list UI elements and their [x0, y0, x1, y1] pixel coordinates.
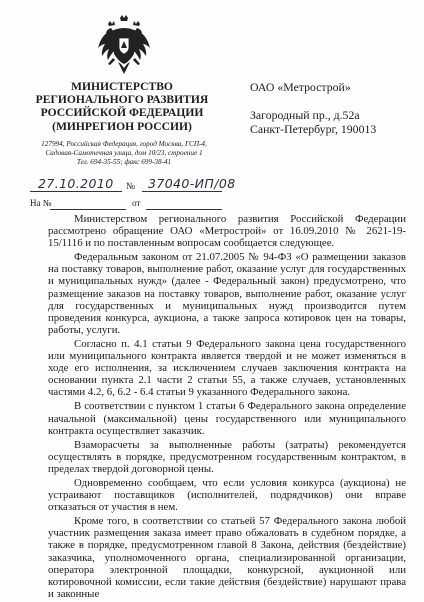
reference-label: На № — [30, 198, 52, 208]
ministry-line: МИНИСТЕРСТВО — [71, 80, 173, 93]
contact-line: 127994, Российская Федерация, город Москва, ГСП-4, — [41, 140, 207, 148]
date-underline — [30, 191, 122, 192]
coat-of-arms-emblem — [96, 14, 152, 76]
addressee-org: ОАО «Метрострой» — [250, 80, 351, 94]
body-paragraph: Федеральным законом от 21.07.2005 № 94-ФЗ «О размещении заказов на поставку товаров, выполнение работ, оказание услуг для государственных и муниципальных нужд» (далее - Федеральный закон) предусмотрено, что размещение заказов на поставку товаров, выполнение работ, оказание услуг для государственных и муниципальных нужд производится путем проведения конкурса, аукциона, а также запроса котировок цен на товары, работы, услуги. — [48, 251, 406, 336]
ministry-line: РОССИЙСКОЙ ФЕДЕРАЦИИ — [40, 106, 204, 120]
reference-from-label: от — [132, 198, 141, 208]
body-paragraph: В соответствии с пунктом 1 статьи 6 Федерального закона определение начальной (максимальной) цены государственного или муниципального контракта осуществляет заказчик. — [48, 400, 406, 437]
contact-line: Тел. 694-35-55; факс 699-38-41 — [76, 158, 172, 167]
ministry-line: РЕГИОНАЛЬНОГО РАЗВИТИЯ — [35, 93, 209, 107]
body-paragraph: Одновременно сообщаем, что если условия конкурса (аукциона) не устраивают поставщиков (исполнителей, подрядчиков) они вправе отказаться от участия в нем. — [48, 476, 406, 514]
number-label: № — [126, 182, 136, 192]
double-headed-eagle-icon — [96, 14, 152, 76]
registration-line — [30, 176, 236, 196]
ministry-name — [18, 80, 226, 133]
body-paragraph: Взаморасчеты за выполненные работы (затраты) рекомендуется осуществлять в порядке, предусмотренном государственным контрактом, в пределах твердой договорной цены. — [48, 438, 406, 475]
addressee-block — [250, 80, 410, 136]
handwritten-number: 37040-ИП/08 — [148, 176, 236, 191]
body-paragraph: Кроме того, в соответствии со статьей 57 Федерального закона любой участник размещения заказа имеет право обжаловать в судебном порядке, а также в порядке, предусмотренном главой 8 Закона, действия (бездействие) заказчика, уполномоченного органа, специализированной организации, оператора электронной площадки, конкурсной, аукционной или котировочной комиссии, если такие действия (бездействие) нарушают права и законные — [48, 515, 406, 600]
contact-line: Садовая-Самотечная улица, дом 10/23, строение 1 — [45, 149, 203, 158]
body-paragraph: Министерством регионального развития Российской Федерации рассмотрено обращение ОАО «Метрострой» от 16.09.2010 № 2621-19-15/1116 и по поставленным вопросам сообщается следующее. — [48, 213, 406, 250]
reference-number-underline — [50, 209, 126, 210]
letter-body — [48, 213, 406, 602]
number-underline — [142, 191, 222, 192]
reference-date-underline — [146, 209, 222, 210]
body-paragraph: Согласно п. 4.1 статьи 9 Федерального закона цена государственного или муниципального контракта является твердой и не может изменяться в ходе его исполнения, за исключением случаев заключения контракта на основании пункта 2.1 части 2 статьи 55, а также случаев, установленных частями 4.2, 6, 6.2 - 6.4 статьи 9 указанного Федерального закона. — [48, 337, 406, 399]
ministry-contacts — [12, 140, 236, 168]
handwritten-date: 27.10.2010 — [38, 176, 114, 191]
ministry-line: (МИНРЕГИОН РОССИИ) — [52, 119, 192, 133]
reference-line — [30, 198, 222, 212]
addressee-city: Санкт-Петербург, 190013 — [250, 122, 377, 136]
addressee-street: Загородный пр., д.52а — [250, 108, 360, 122]
